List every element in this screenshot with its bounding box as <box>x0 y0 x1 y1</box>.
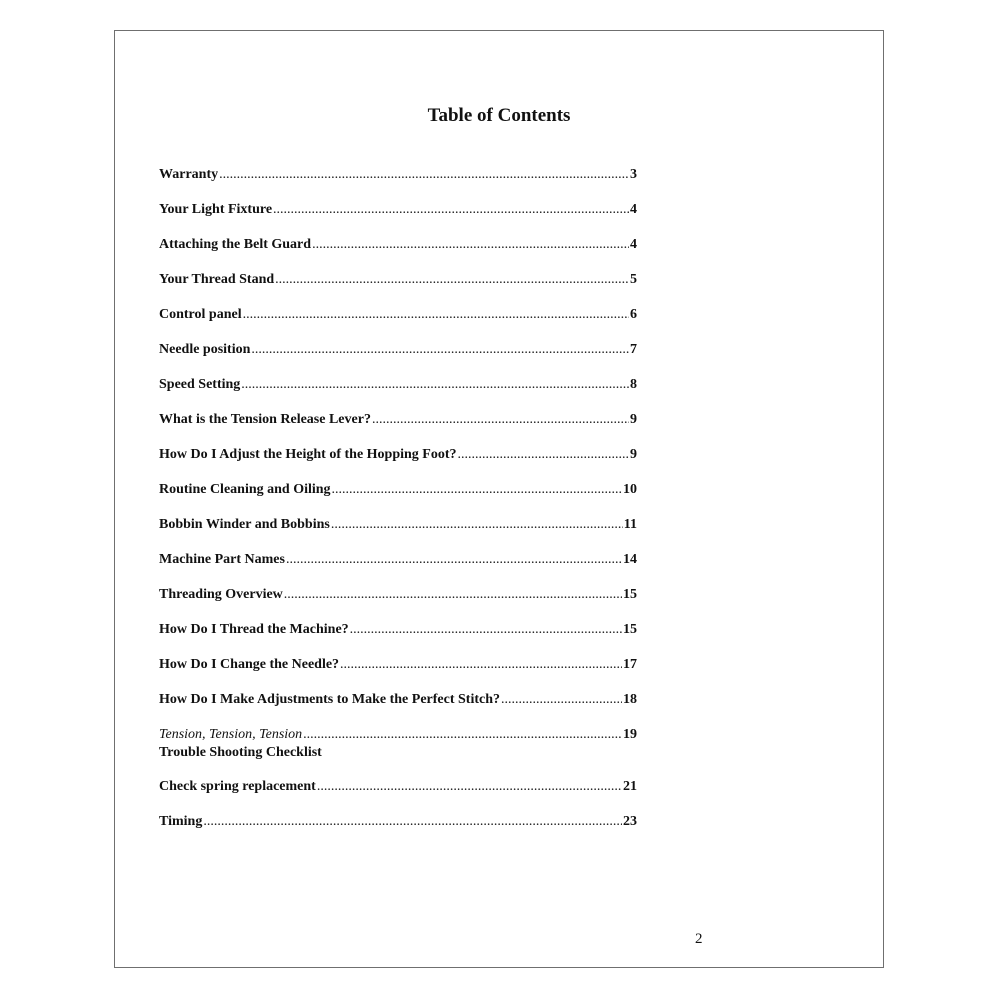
page-title: Table of Contents <box>427 105 571 126</box>
toc-entry <box>159 272 637 307</box>
toc-dot-leader <box>312 237 629 253</box>
toc-entry-label: Routine Cleaning and Oiling <box>159 482 331 497</box>
toc-entry-label: Needle position <box>159 342 251 357</box>
toc-dot-leader <box>251 342 629 358</box>
toc-entry-label: What is the Tension Release Lever? <box>159 412 371 427</box>
page-number: 2 <box>695 931 703 947</box>
toc-dot-leader <box>332 482 622 498</box>
toc-entry <box>159 814 637 849</box>
toc-entry-page: 9 <box>630 447 637 462</box>
toc-entry-label: How Do I Make Adjustments to Make the Perfect Stitch? <box>159 692 500 707</box>
toc-entry-label: Attaching the Belt Guard <box>159 237 312 252</box>
toc-entry-page: 17 <box>623 657 637 672</box>
toc-entry-page: 23 <box>623 814 637 829</box>
toc-entry-page: 21 <box>623 779 637 794</box>
toc-entry-page: 19 <box>623 727 637 742</box>
toc-entry-page: 11 <box>623 517 637 532</box>
toc-dot-leader <box>340 657 622 673</box>
toc-entry <box>159 482 637 517</box>
toc-dot-leader <box>275 272 629 288</box>
toc-dot-leader <box>350 622 622 638</box>
toc-entry-label: How Do I Adjust the Height of the Hopping Foot? <box>159 447 457 462</box>
toc-entry <box>159 342 637 377</box>
toc-entry-label: How Do I Thread the Machine? <box>159 622 349 637</box>
toc-dot-leader <box>317 779 622 795</box>
toc-entry-page: 6 <box>630 307 637 322</box>
toc-entry-label: Machine Part Names <box>159 552 285 567</box>
toc-entry <box>159 779 637 814</box>
toc-entry <box>159 517 637 552</box>
toc-entry-label: Control panel <box>159 307 242 322</box>
toc-entry <box>159 307 637 342</box>
toc-entry-page: 4 <box>630 202 637 217</box>
toc-entry-page: 15 <box>623 622 637 637</box>
document-page <box>114 30 884 968</box>
toc-entry-page: 8 <box>630 377 637 392</box>
toc-dot-leader <box>286 552 622 568</box>
toc-dot-leader <box>203 814 622 830</box>
toc-dot-leader <box>372 412 629 428</box>
toc-entry-label: Speed Setting <box>159 377 241 392</box>
toc-entry-page: 10 <box>623 482 637 497</box>
toc-dot-leader <box>331 517 623 533</box>
toc-dot-leader <box>501 692 622 708</box>
toc-entry-label: Tension, Tension, Tension <box>159 727 303 742</box>
toc-entry-label: Check spring replacement <box>159 779 316 794</box>
toc-dot-leader <box>241 377 629 393</box>
toc-subheading: Trouble Shooting Checklist <box>159 745 322 760</box>
toc-entry <box>159 237 637 272</box>
toc-dot-leader <box>303 727 622 743</box>
toc-entry <box>159 447 637 482</box>
table-of-contents <box>159 167 637 849</box>
toc-entry-label: Bobbin Winder and Bobbins <box>159 517 330 532</box>
toc-entry-page: 18 <box>623 692 637 707</box>
toc-dot-leader <box>458 447 629 463</box>
toc-entry-label: How Do I Change the Needle? <box>159 657 340 672</box>
toc-entry-page: 5 <box>630 272 637 287</box>
toc-entry <box>159 202 637 237</box>
toc-entry-label: Your Light Fixture <box>159 202 273 217</box>
toc-entry-page: 4 <box>630 237 637 252</box>
toc-entry-page: 9 <box>630 412 637 427</box>
toc-entry <box>159 377 637 412</box>
toc-dot-leader <box>273 202 629 218</box>
toc-entry-page: 7 <box>630 342 637 357</box>
toc-dot-leader <box>243 307 629 323</box>
toc-entry-page: 3 <box>630 167 637 182</box>
toc-entry-page: 15 <box>623 587 637 602</box>
toc-entry <box>159 657 637 692</box>
toc-entry <box>159 167 637 202</box>
toc-entry <box>159 622 637 657</box>
toc-entry-label: Your Thread Stand <box>159 272 275 287</box>
toc-entry-label: Warranty <box>159 167 219 182</box>
toc-entry <box>159 727 637 779</box>
toc-entry-label: Timing <box>159 814 203 829</box>
toc-entry <box>159 692 637 727</box>
toc-dot-leader <box>219 167 629 183</box>
toc-entry <box>159 412 637 447</box>
toc-entry-label: Threading Overview <box>159 587 283 602</box>
toc-entry <box>159 552 637 587</box>
toc-entry <box>159 587 637 622</box>
toc-dot-leader <box>284 587 622 603</box>
toc-entry-page: 14 <box>623 552 637 567</box>
